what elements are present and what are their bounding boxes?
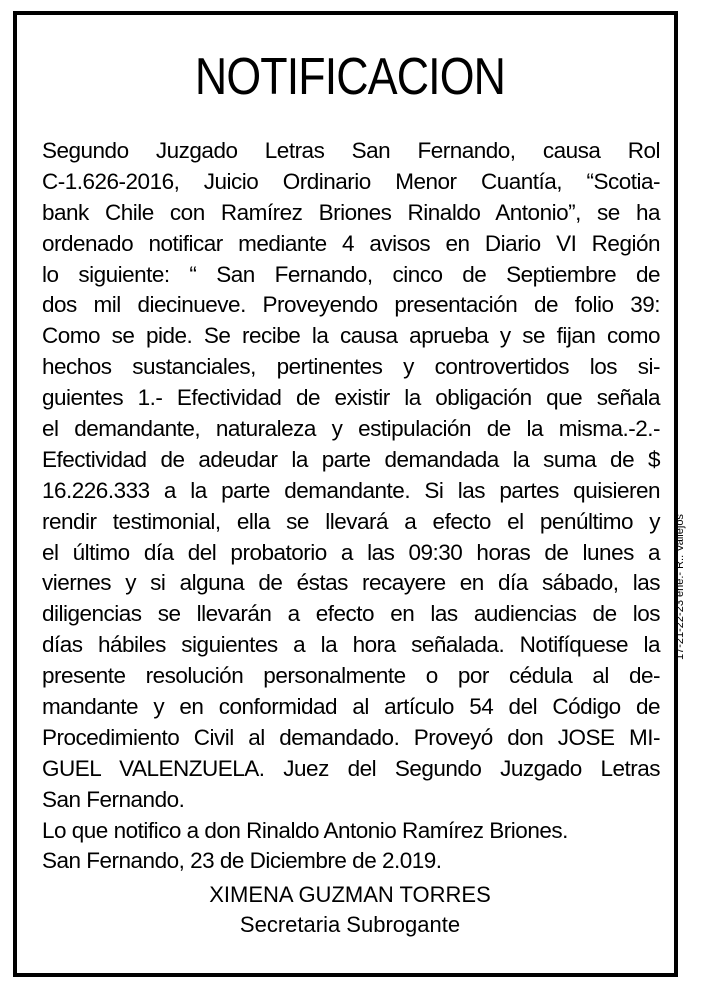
body-line: diligencias se llevarán a efecto en las audiencias de los [42,601,660,627]
body-line: hechos sustanciales, pertinentes y controvertidos los si- [42,354,660,380]
body-line: dos mil diecinueve. Proveyendo presentación de folio 39: [42,292,660,318]
body-line: días hábiles siguientes a la hora señalada. Notifíquese la [42,632,660,658]
body-line: presente resolución personalmente o por cédula al de- [42,663,660,689]
body-line: San Fernando, 23 de Diciembre de 2.019. [42,848,442,874]
body-line: el demandante, naturaleza y estipulación de la misma.-2.- [42,416,660,442]
body-line: Efectividad de adeudar la parte demandada la suma de $ [42,446,660,472]
notice-title: NOTIFICACION [194,48,506,106]
body-line: ordenado notificar mediante 4 avisos en Diario VI Región [42,230,660,256]
notice-body [42,136,660,877]
body-line: viernes y si alguna de éstas recayere en día sábado, las [42,570,660,596]
body-line: lo siguiente: “ San Fernando, cinco de Septiembre de [42,261,660,287]
body-line: GUEL VALENZUELA. Juez del Segundo Juzgado Letras [42,755,660,781]
body-line: Segundo Juzgado Letras San Fernando, causa Rol [42,138,660,163]
signature-block [0,880,700,940]
signature-role: Secretaria Subrogante [239,912,461,937]
body-line: mandante y en conformidad al artículo 54 del Código de [42,694,660,720]
body-line: Lo que notifico a don Rinaldo Antonio Ramírez Briones. [42,817,568,843]
body-line: San Fernando. [42,786,185,812]
body-line: el último día del probatorio a las 09:30 horas de lunes a [42,539,660,565]
body-line: guientes 1.- Efectividad de existir la obligación que señala [42,385,660,411]
body-line: Como se pide. Se recibe la causa aprueba y se fijan como [42,323,660,349]
publication-dates-note: 17-21-22-23 ene.- R.. Vallejos [674,514,686,660]
body-line: 16.226.333 a la parte demandante. Si las partes quisieren [42,477,660,503]
signature-name: XIMENA GUZMAN TORRES [209,882,491,907]
body-line: bank Chile con Ramírez Briones Rinaldo Antonio”, se ha [42,199,660,225]
body-line: Procedimiento Civil al demandado. Proveyó don JOSE MI- [42,724,660,750]
body-line: rendir testimonial, ella se llevará a efecto el penúltimo y [42,508,660,534]
body-line: C-1.626-2016, Juicio Ordinario Menor Cuantía, “Scotia- [42,168,660,194]
